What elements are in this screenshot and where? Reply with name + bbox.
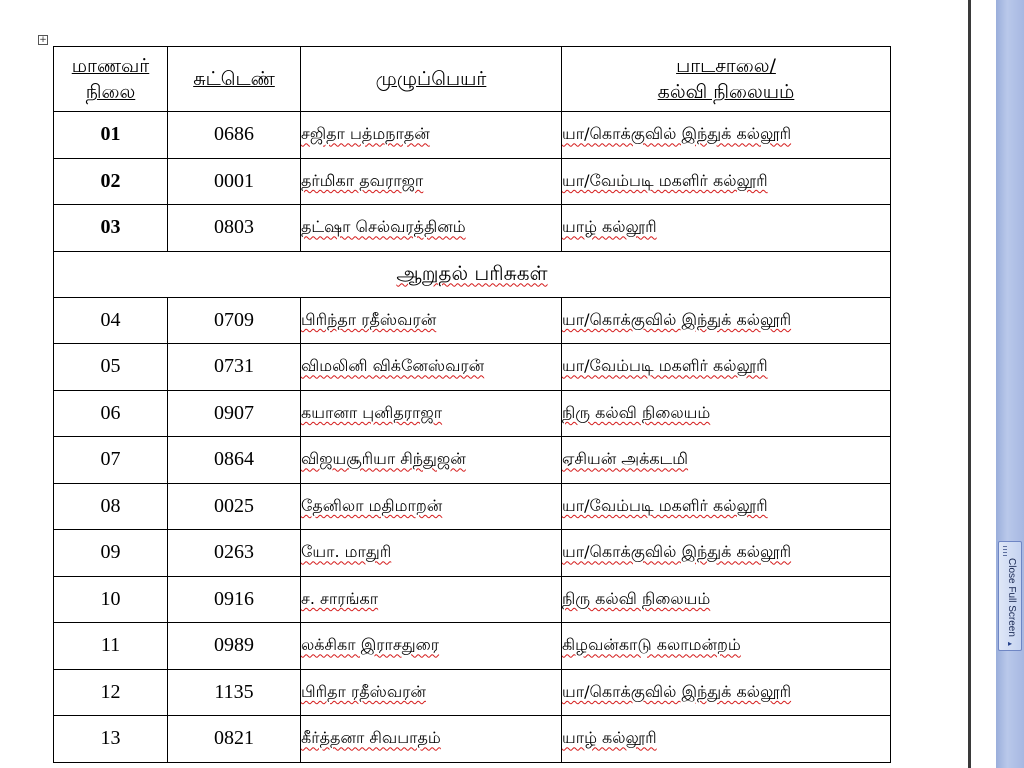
table-row [54, 483, 891, 530]
table-row [54, 112, 891, 159]
table-move-handle-icon[interactable]: + [39, 35, 47, 45]
code-cell: 0989 [168, 623, 301, 670]
rank-cell: 09 [54, 530, 168, 577]
table-row [54, 390, 891, 437]
code-cell: 0001 [168, 158, 301, 205]
close-full-screen-icon: ▸ [1007, 639, 1012, 648]
rank-cell: 11 [54, 623, 168, 670]
code-cell: 0821 [168, 716, 301, 763]
school-cell: யா/கொக்குவில் இந்துக் கல்லூரி [562, 669, 891, 716]
name-cell: யோ. மாதுரி [301, 530, 562, 577]
close-full-screen-button[interactable] [998, 541, 1022, 651]
table-header-row [54, 47, 891, 112]
rank-cell: 10 [54, 576, 168, 623]
consolation-heading-row [54, 251, 891, 297]
page-gutter [971, 0, 996, 768]
school-cell: யா/கொக்குவில் இந்துக் கல்லூரி [562, 297, 891, 344]
rank-cell: 12 [54, 669, 168, 716]
code-cell: 0709 [168, 297, 301, 344]
name-cell: விஜயசூரியா சிந்துஜன் [301, 437, 562, 484]
rank-cell: 13 [54, 716, 168, 763]
name-cell: பிரிதா ரதீஸ்வரன் [301, 669, 562, 716]
rank-cell: 02 [54, 158, 168, 205]
school-cell: யா/வேம்படி மகளிர் கல்லூரி [562, 344, 891, 391]
right-toolbar-strip [996, 0, 1024, 768]
name-cell: ச. சாரங்கா [301, 576, 562, 623]
name-cell: பிரிந்தா ரதீஸ்வரன் [301, 297, 562, 344]
rank-cell: 03 [54, 205, 168, 252]
code-cell: 1135 [168, 669, 301, 716]
name-cell: லக்சிகா இராசதுரை [301, 623, 562, 670]
school-cell: யா/கொக்குவில் இந்துக் கல்லூரி [562, 112, 891, 159]
header-code: சுட்டெண் [168, 47, 301, 112]
school-cell: நிரு கல்வி நிலையம் [562, 390, 891, 437]
consolation-title: ஆறுதல் பரிசுகள் [54, 251, 891, 297]
code-cell: 0916 [168, 576, 301, 623]
header-rank: மாணவர் நிலை [54, 47, 168, 112]
header-school: பாடசாலை/ கல்வி நிலையம் [562, 47, 891, 112]
table-row [54, 158, 891, 205]
name-cell: தட்ஷா செல்வரத்தினம் [301, 205, 562, 252]
rank-cell: 01 [54, 112, 168, 159]
table-row [54, 297, 891, 344]
name-cell: கீர்த்தனா சிவபாதம் [301, 716, 562, 763]
school-cell: யா/கொக்குவில் இந்துக் கல்லூரி [562, 530, 891, 577]
school-cell: யா/வேம்படி மகளிர் கல்லூரி [562, 158, 891, 205]
header-name: முழுப்பெயர் [301, 47, 562, 112]
rank-cell: 05 [54, 344, 168, 391]
table-row [54, 205, 891, 252]
rank-cell: 08 [54, 483, 168, 530]
toolbar-grip-icon[interactable] [1003, 546, 1007, 556]
school-cell: யாழ் கல்லூரி [562, 716, 891, 763]
table-row [54, 716, 891, 763]
close-full-screen-label: Close Full Screen [1006, 558, 1017, 637]
name-cell: தேனிலா மதிமாறன் [301, 483, 562, 530]
table-row [54, 576, 891, 623]
school-cell: யாழ் கல்லூரி [562, 205, 891, 252]
name-cell: கயானா புனிதராஜா [301, 390, 562, 437]
table-row [54, 530, 891, 577]
school-cell: நிரு கல்வி நிலையம் [562, 576, 891, 623]
school-cell: யா/வேம்படி மகளிர் கல்லூரி [562, 483, 891, 530]
code-cell: 0263 [168, 530, 301, 577]
rank-cell: 04 [54, 297, 168, 344]
school-cell: ஏசியன் அக்கடமி [562, 437, 891, 484]
table-row [54, 623, 891, 670]
code-cell: 0907 [168, 390, 301, 437]
rank-cell: 06 [54, 390, 168, 437]
results-table [53, 46, 891, 763]
rank-cell: 07 [54, 437, 168, 484]
table-row [54, 437, 891, 484]
name-cell: தர்மிகா தவராஜா [301, 158, 562, 205]
code-cell: 0731 [168, 344, 301, 391]
table-row [54, 669, 891, 716]
name-cell: விமலினி விக்னேஸ்வரன் [301, 344, 562, 391]
code-cell: 0864 [168, 437, 301, 484]
code-cell: 0686 [168, 112, 301, 159]
code-cell: 0803 [168, 205, 301, 252]
name-cell: சஜிதா பத்மநாதன் [301, 112, 562, 159]
school-cell: கிழவன்காடு கலாமன்றம் [562, 623, 891, 670]
table-row [54, 344, 891, 391]
code-cell: 0025 [168, 483, 301, 530]
